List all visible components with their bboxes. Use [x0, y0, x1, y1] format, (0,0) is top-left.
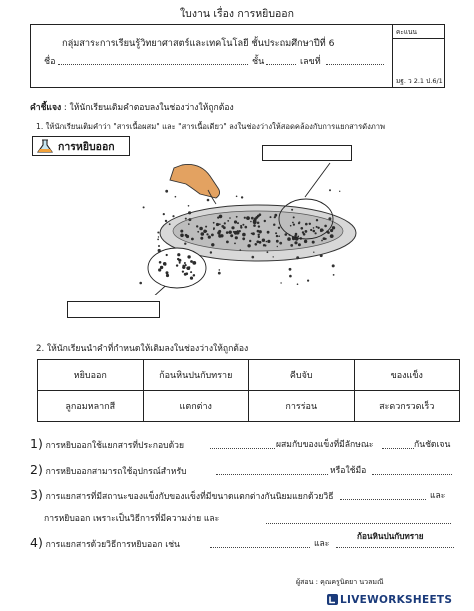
- instruction: [30, 100, 234, 114]
- sentence-text: การหยิบออก เพราะเป็นวิธีการที่มีความง่าย และ: [44, 514, 220, 524]
- blank-4a[interactable]: [210, 547, 310, 548]
- sentence-1: [30, 436, 184, 452]
- blank-2b[interactable]: [372, 474, 452, 475]
- word-bank-cell: ลูกอมหลากสี: [38, 391, 144, 422]
- liveworksheets-logo-icon: [327, 594, 338, 605]
- filled-answer: ก้อนหินปนกับทราย: [357, 531, 424, 541]
- score-label: คะแนน: [396, 28, 417, 36]
- sentence-text: ผสมกับของแข็งที่มีลักษณะ: [276, 440, 374, 450]
- sentence-number: 2): [30, 462, 43, 477]
- question-1-text: 1. ให้นักเรียนเติมคำว่า "สารเนื้อผสม" และ "สารเนื้อเดียว" ลงในช่องว่างให้สอดคล้องกับการแยกสารดังภาพ: [36, 122, 386, 131]
- sentence-text: หรือใช้มือ: [330, 466, 367, 476]
- sheet-title: ใบงาน เรื่อง การหยิบออก: [180, 8, 294, 20]
- sentence-2: [30, 462, 187, 478]
- sentence-text: การหยิบออกสามารถใช้อุปกรณ์สำหรับ: [45, 467, 187, 477]
- number-label: เลขที่: [300, 57, 321, 67]
- instruction-text: : ให้นักเรียนเติมคำตอบลงในช่องว่างให้ถูกต้อง: [61, 103, 234, 113]
- sentence-4: [30, 535, 180, 551]
- number-field[interactable]: [326, 64, 384, 65]
- sentence-number: 1): [30, 436, 43, 451]
- indicator-code: มฐ. ว 2.1 ป.6/1: [396, 77, 443, 85]
- word-bank-cell: หยิบออก: [38, 360, 144, 391]
- word-bank-cell: คีบจับ: [249, 360, 355, 391]
- magnify-circle-left: [145, 245, 209, 291]
- sentence-number: 3): [30, 487, 43, 502]
- header-box: [30, 24, 445, 88]
- instruction-lead: คำชี้แจง: [30, 103, 62, 113]
- sentence-text: การแยกสารด้วยวิธีการหยิบออก เช่น: [45, 540, 180, 550]
- word-bank-cell: แตกต่าง: [143, 391, 249, 422]
- sentence-text: การแยกสารที่มีสถานะของแข็งกับของแข็งที่มีขนาดแตกต่างกันนิยมแยกด้วยวิธี: [45, 492, 334, 502]
- blank-2a[interactable]: [216, 474, 328, 475]
- question-2-text: 2. ให้นักเรียนนำคำที่กำหนดให้เติมลงในช่องว่างให้ถูกต้อง: [36, 344, 249, 354]
- blank-4b[interactable]: [336, 547, 454, 548]
- score-line: [392, 38, 445, 39]
- word-bank-cell: ของแข็ง: [354, 360, 460, 391]
- answer-box-bottom[interactable]: [67, 301, 160, 318]
- word-bank-cell: สะดวกรวดเร็ว: [354, 391, 460, 422]
- sentence-3-cont: [44, 511, 219, 525]
- blank-1a[interactable]: [210, 448, 275, 449]
- teacher-credit: ผู้สอน : คุณครูนิตยา นวลมณี: [296, 578, 384, 586]
- word-bank-table: [37, 359, 460, 422]
- sentence-text: กันชัดเจน: [414, 440, 451, 450]
- class-field[interactable]: [266, 64, 296, 65]
- method-title: การหยิบออก: [58, 141, 115, 153]
- sentence-text: และ: [314, 539, 330, 549]
- sentence-number: 4): [30, 535, 43, 550]
- sentence-3: [30, 487, 333, 503]
- watermark: LIVEWORKSHEETS: [340, 594, 453, 606]
- name-label: ชื่อ: [44, 57, 56, 67]
- answer-box-top[interactable]: [262, 145, 352, 161]
- class-label: ชั้น: [252, 57, 265, 67]
- blank-3b[interactable]: [266, 523, 451, 524]
- word-bank-cell: ก้อนหินปนกับทราย: [143, 360, 249, 391]
- flask-icon: [37, 139, 53, 154]
- word-bank-cell: การร่อน: [249, 391, 355, 422]
- name-field[interactable]: [58, 64, 248, 65]
- blank-1b[interactable]: [382, 448, 414, 449]
- blank-3a[interactable]: [340, 499, 426, 500]
- sentence-text: การหยิบออกใช้แยกสารที่ประกอบด้วย: [45, 441, 185, 451]
- sentence-text: และ: [430, 491, 446, 501]
- subject-line: กลุ่มสาระการเรียนรู้วิทยาศาสตร์และเทคโนโลยี ชั้นประถมศึกษาปีที่ 6: [62, 38, 335, 49]
- score-divider: [392, 24, 393, 88]
